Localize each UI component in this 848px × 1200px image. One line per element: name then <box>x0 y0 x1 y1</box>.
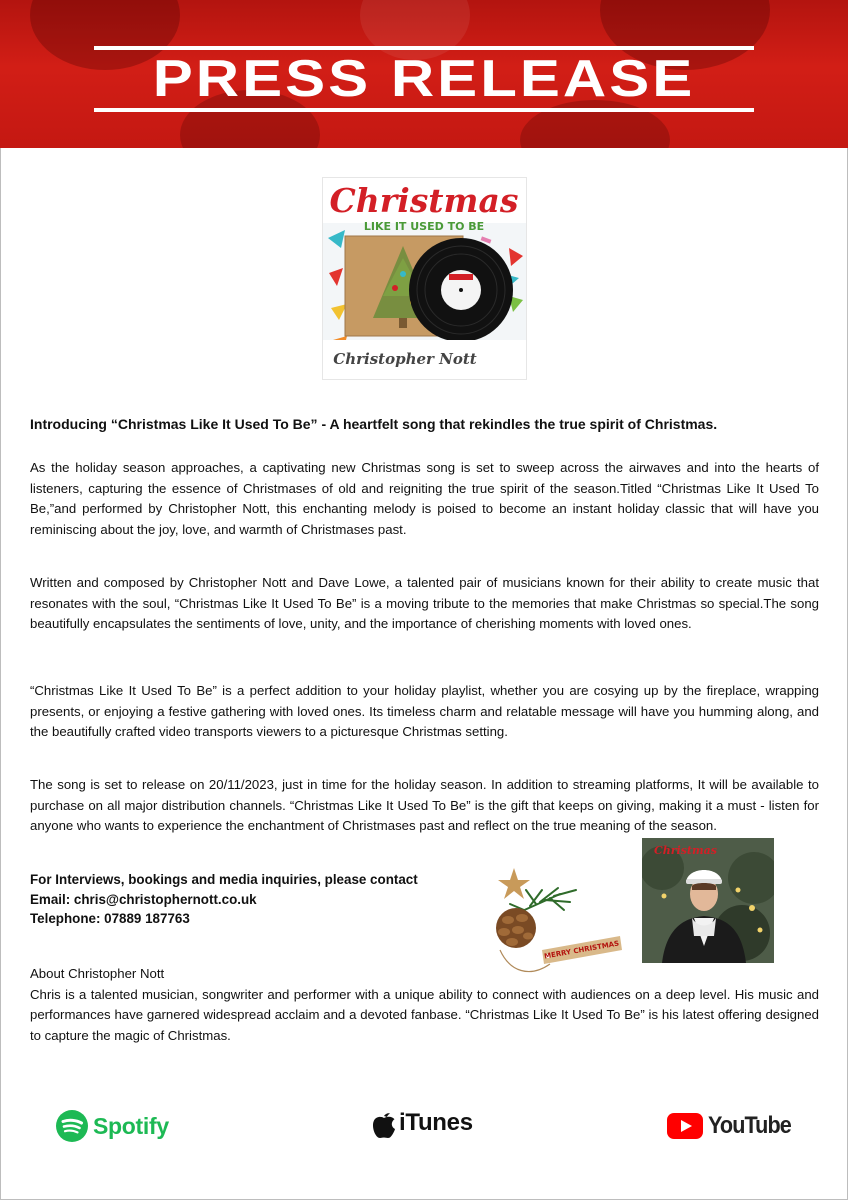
spotify-label: Spotify <box>93 1112 169 1139</box>
contact-heading: For Interviews, bookings and media inquiries, please contact <box>30 872 418 887</box>
contact-block <box>30 870 470 929</box>
artist-photo <box>642 838 774 963</box>
itunes-logo[interactable] <box>371 1107 473 1139</box>
album-cover-image <box>322 177 527 380</box>
about-heading: About Christopher Nott <box>30 966 165 981</box>
page-title: PRESS RELEASE <box>152 49 696 108</box>
about-section <box>30 964 819 1046</box>
body-paragraph-1: As the holiday season approaches, a captivating new Christmas song is set to sweep across the airwaves and into the hearts of listeners, capturing the essence of Christmases of old and reigniting the true spirit of the season.Titled “Christmas Like It Used To Be,”and performed by Christopher Nott, this enchanting melody is poised to become an instant holiday classic that will have you reminiscing about the joy, love, and warmth of Christmases past. <box>30 460 819 537</box>
spotify-icon <box>56 1110 88 1142</box>
album-cover-subtitle: LIKE IT USED TO BE <box>363 220 485 233</box>
about-body: Chris is a talented musician, songwriter and performer with a unique ability to connect with audiences on a deep level. His music and performances have garnered widespread acclaim and a devoted fanbase. “Christmas Like It Used To Be” is his latest offering designed to capture the magic of Christmas. <box>30 986 819 1043</box>
youtube-play-icon <box>667 1113 703 1139</box>
body-paragraph-3: “Christmas Like It Used To Be” is a perfect addition to your holiday playlist, whether you are cosying up by the fireplace, wrapping presents, or enjoying a festive gathering with loved ones. Its timeless charm and relatable message will have you humming along, and the beautifully crafted video transports viewers to a picturesque Christmas setting. <box>30 683 819 739</box>
merry-christmas-tag-text: MERRY CHRISTMAS <box>543 939 620 961</box>
spotify-logo[interactable] <box>56 1110 169 1142</box>
header-banner <box>0 0 848 148</box>
contact-email[interactable]: Email: chris@christophernott.co.uk <box>30 891 257 907</box>
album-artist-signature: Christopher Nott <box>333 350 477 368</box>
itunes-label: iTunes <box>399 1109 473 1136</box>
artist-photo-caption: Christmas <box>654 844 717 857</box>
apple-icon <box>371 1107 397 1139</box>
youtube-label: YouTube <box>708 1112 791 1139</box>
intro-heading: Introducing “Christmas Like It Used To Be” - A heartfelt song that rekindles the true spirit of Christmas. <box>30 416 718 432</box>
body-paragraph-4: The song is set to release on 20/11/2023, just in time for the holiday season. In addition to streaming platforms, It will be available to purchase on all major distribution channels. “Christmas Like It Used To Be” is the gift that keeps on giving, making it a must - listen for anyone who wants to experience the enchantment of Christmases past and reflect on the true meaning of the season. <box>30 777 819 833</box>
album-cover-title: Christmas <box>329 181 519 220</box>
banner-bottom-rule <box>94 108 754 112</box>
youtube-logo[interactable] <box>667 1112 800 1140</box>
body-paragraph-2: Written and composed by Christopher Nott and Dave Lowe, a talented pair of musicians known for their ability to create music that resonates with the soul, “Christmas Like It Used To Be” is a moving tribute to the memories that make Christmas so special.The song beautifully encapsulates the sentiments of love, unity, and the importance of cherishing moments with loved ones. <box>30 575 819 631</box>
christmas-decoration-image <box>490 860 630 980</box>
contact-telephone[interactable]: Telephone: 07889 187763 <box>30 911 190 926</box>
